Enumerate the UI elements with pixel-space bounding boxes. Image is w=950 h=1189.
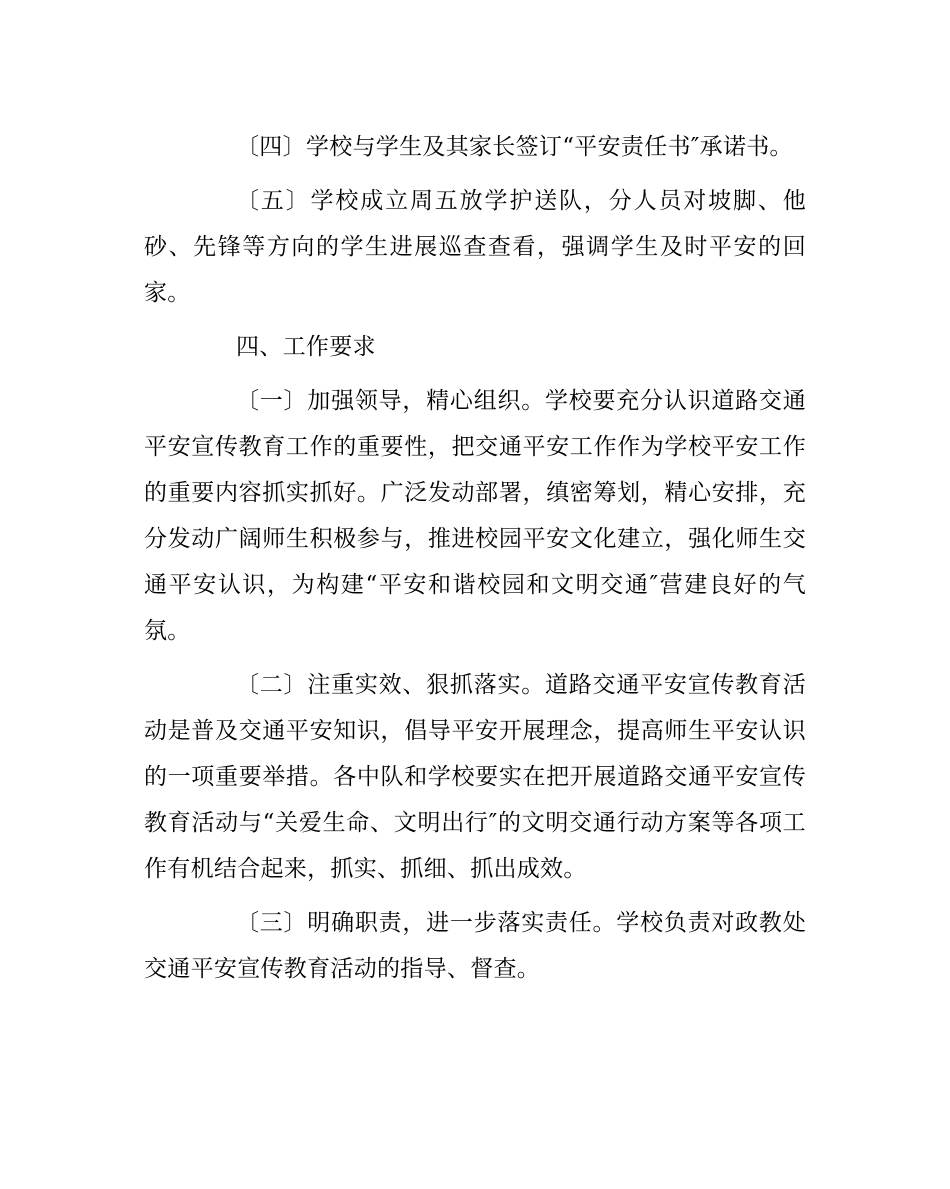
paragraph-requirement-1: 〔一〕加强领导，精心组织。学校要充分认识道路交通平安宣传教育工作的重要性，把交通平安工作作为学校平安工作的重要内容抓实抓好。广泛发动部署，缜密筹划，精心安排，充分发动广阔师生积极参与，推进校园平安文化建立，强化师生交通平安认识，为构建“平安和谐校园和文明交通″营建良好的气氛。 bbox=[144, 388, 806, 644]
paragraph-item-4: 〔四〕学校与学生及其家长签订“平安责任书″承诺书。 bbox=[236, 134, 793, 160]
paragraph-item-5: 〔五〕学校成立周五放学护送队，分人员对坡脚、他砂、先锋等方向的学生进展巡查查看，强调学生及时平安的回家。 bbox=[144, 188, 806, 306]
paragraph-requirement-3: 〔三〕明确职责，进一步落实责任。学校负责对政教处交通平安宣传教育活动的指导、督查。 bbox=[144, 910, 806, 982]
section-heading-work-requirements: 四、工作要求 bbox=[236, 334, 376, 360]
paragraph-requirement-2: 〔二〕注重实效、狠抓落实。道路交通平安宣传教育活动是普及交通平安知识，倡导平安开展理念，提高师生平安认识的一项重要举措。各中队和学校要实在把开展道路交通平安宣传教育活动与“关爱生命、文明出行″的文明交通行动方案等各项工作有机结合起来，抓实、抓细、抓出成效。 bbox=[144, 672, 806, 882]
document-body bbox=[144, 124, 806, 1000]
